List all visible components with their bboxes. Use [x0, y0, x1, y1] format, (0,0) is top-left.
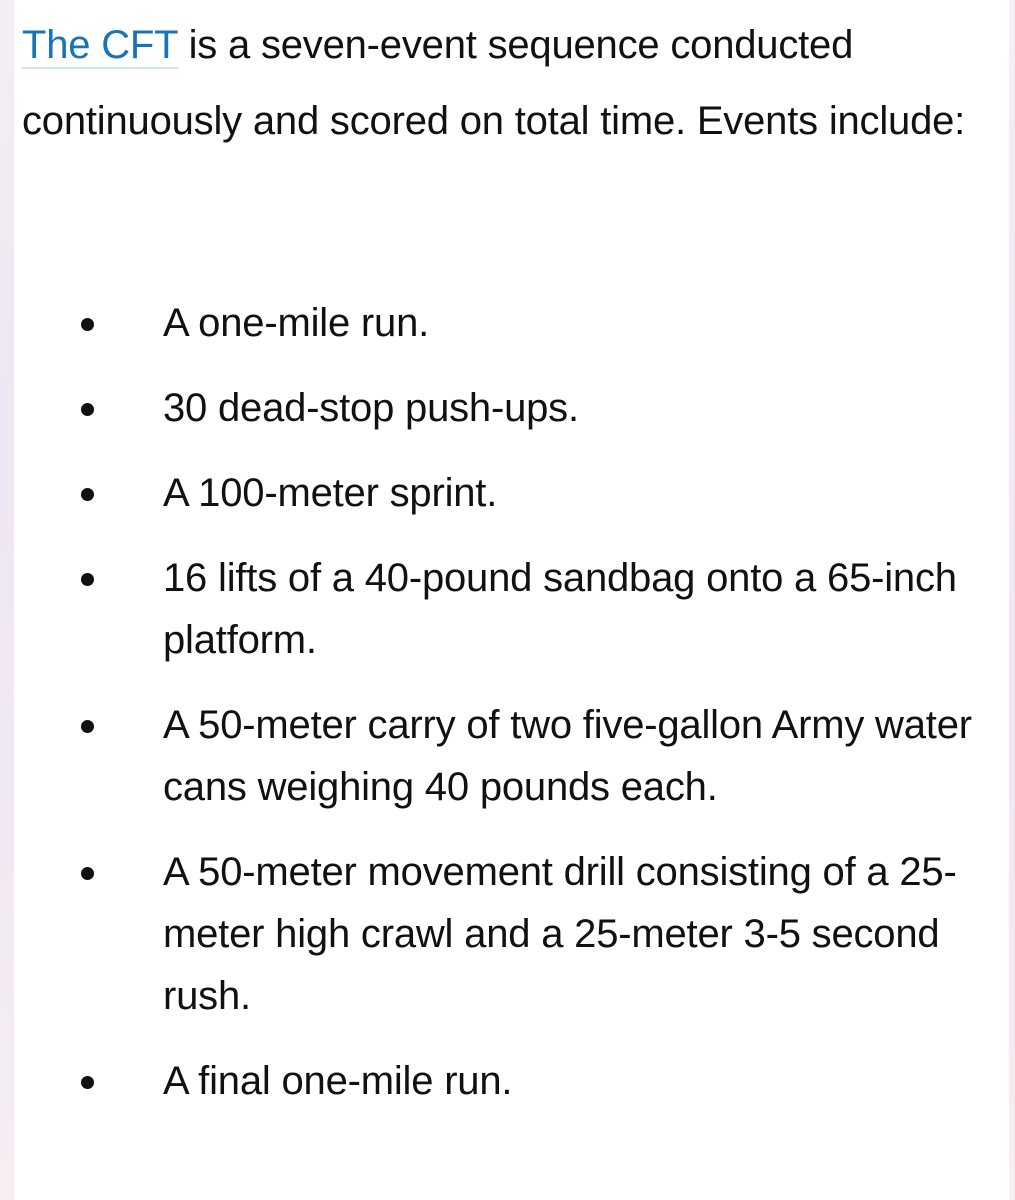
event-text: A 100-meter sprint. [163, 471, 498, 515]
event-text: A 50-meter carry of two five-gallon Army water cans weighing 40 pounds each. [163, 703, 972, 809]
article-body [22, 0, 992, 1103]
right-edge-gradient [1009, 0, 1015, 1200]
list-item [22, 462, 992, 524]
bullet-icon [81, 720, 94, 733]
bullet-icon [81, 488, 94, 501]
bullet-icon [81, 867, 94, 880]
intro-paragraph [22, 0, 992, 159]
list-item [22, 377, 992, 439]
bullet-icon [81, 403, 94, 416]
list-item [22, 841, 992, 1027]
bullet-icon [81, 573, 94, 586]
list-item [22, 547, 992, 671]
event-text: A one-mile run. [163, 301, 430, 345]
bullet-icon [81, 318, 94, 331]
list-item [22, 1050, 992, 1112]
event-text: 30 dead-stop push-ups. [163, 386, 579, 430]
event-text: 16 lifts of a 40-pound sandbag onto a 65-inch platform. [163, 556, 957, 662]
event-text: A final one-mile run. [163, 1059, 513, 1103]
intro-text: is a seven-event sequence conducted continuously and scored on total time. Events include: [22, 23, 966, 143]
event-list [22, 292, 992, 1112]
bullet-icon [81, 1076, 94, 1089]
left-edge-gradient [0, 0, 14, 1200]
list-item [22, 292, 992, 354]
list-item [22, 694, 992, 818]
event-text: A 50-meter movement drill consisting of a 25-meter high crawl and a 25-meter 3-5 second rush. [163, 850, 957, 1018]
cft-link[interactable]: The CFT [22, 23, 178, 67]
